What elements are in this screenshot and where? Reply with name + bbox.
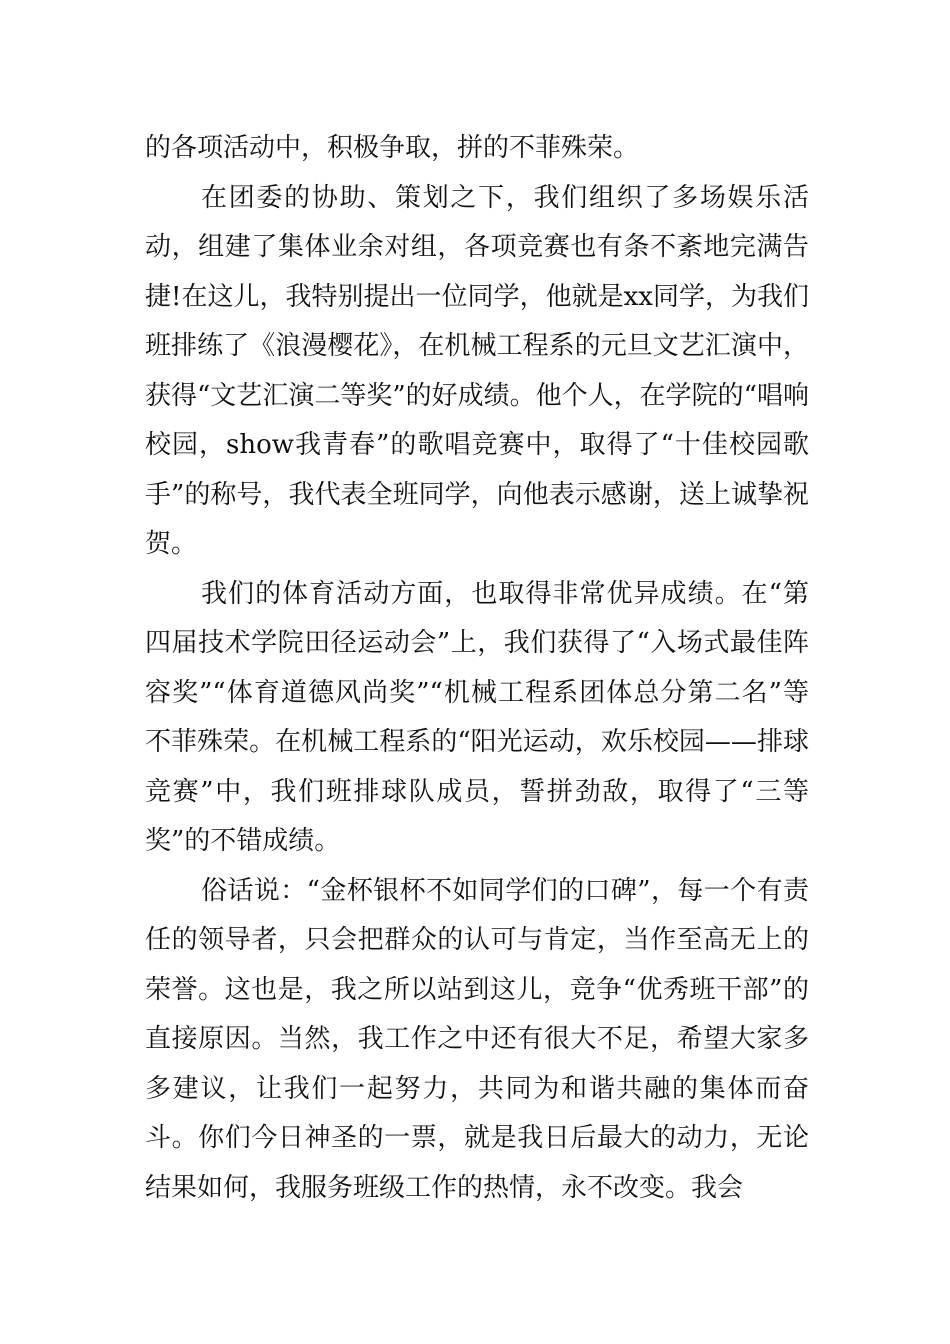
paragraph-continuation: 的各项活动中，积极争取，拼的不菲殊荣。 xyxy=(145,133,640,163)
paragraph-conclusion: 俗话说：“金杯银杯不如同学们的口碑”，每一个有责任的领导者，只会把群众的认可与肯定，当作至高无上的荣誉。这也是，我之所以站到这儿，竞争“优秀班干部”的直接原因。当然，我工作之中还有很大不足，希望大家多多建议，让我们一起努力，共同为和谐共融的集体而奋斗。你们今日神圣的一票，就是我日后最大的动力，无论结果如何，我服务班级工作的热情，永不改变。我会 xyxy=(145,875,809,1203)
paragraph-sports-activities: 我们的体育活动方面，也取得非常优异成绩。在“第四届技术学院田径运动会”上，我们获得了“入场式最佳阵容奖”“体育道德风尚奖”“机械工程系团体总分第二名”等不菲殊荣。在机械工程系的“阳光运动，欢乐校园——排球竞赛”中，我们班排球队成员，誓拼劲敌，取得了“三等奖”的不错成绩。 xyxy=(145,578,809,856)
document-body xyxy=(145,124,809,1213)
paragraph-entertainment-activities: 在团委的协助、策划之下，我们组织了多场娱乐活动，组建了集体业余对组，各项竞赛也有条不紊地完满告捷!在这儿，我特别提出一位同学，他就是xx同学，为我们班排练了《浪漫樱花》，在机械工程系的元旦文艺汇演中，获得“文艺汇演二等奖”的好成绩。他个人，在学院的“唱响校园，show我青春”的歌唱竞赛中，取得了“十佳校园歌手”的称号，我代表全班同学，向他表示感谢，送上诚挚祝贺。 xyxy=(145,182,809,559)
